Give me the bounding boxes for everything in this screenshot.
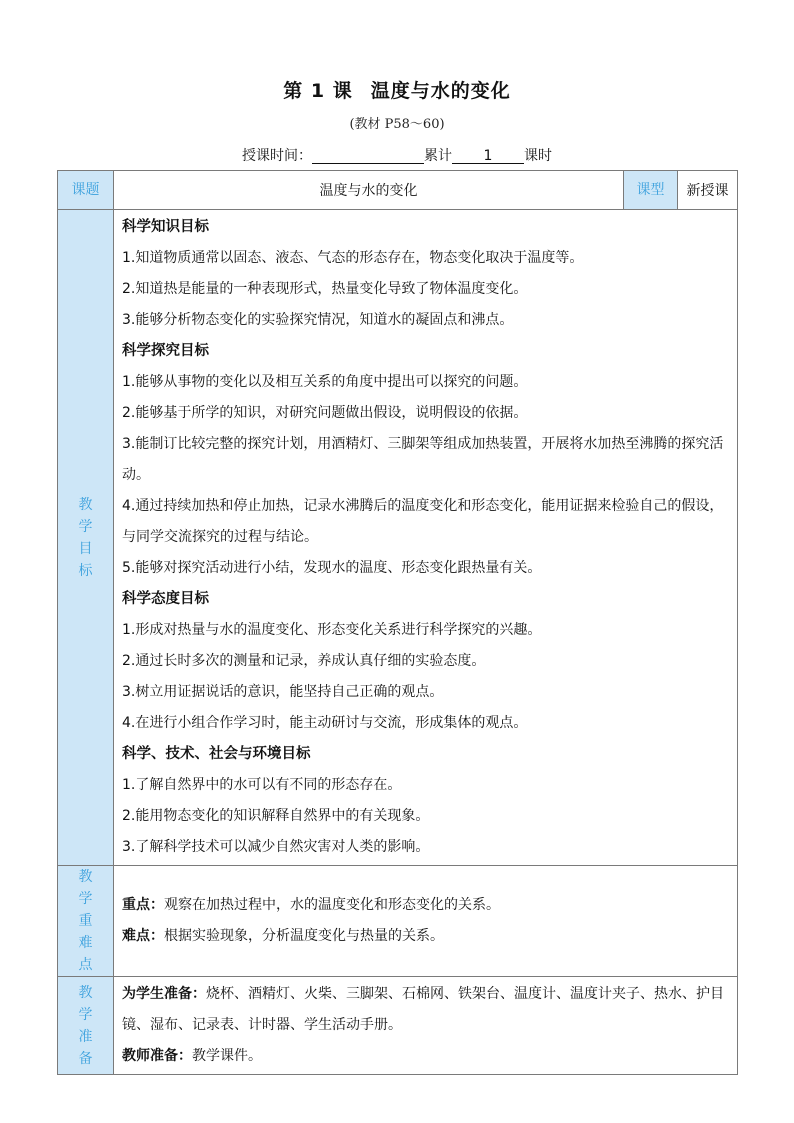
preparation-header: 教学准备 [58, 977, 114, 1075]
objective-item: 1.形成对热量与水的温度变化、形态变化关系进行科学探究的兴趣。 [122, 622, 542, 638]
objective-heading: 科学探究目标 [122, 343, 209, 359]
difficult-point [122, 921, 731, 952]
student-preparation [122, 979, 731, 1041]
lesson-name: 温度与水的变化 [370, 80, 511, 102]
teacher-prep-label: 教师准备： [122, 1048, 192, 1064]
objective-heading: 科学知识目标 [122, 219, 209, 235]
teacher-prep-text: 教学课件。 [192, 1048, 262, 1064]
objectives-row [58, 210, 738, 866]
topic-value: 温度与水的变化 [114, 171, 624, 210]
objective-item: 2.能够基于所学的知识，对研究问题做出假设，说明假设的依据。 [122, 405, 528, 421]
student-prep-label: 为学生准备： [122, 986, 206, 1002]
class-time-label: 授课时间： [242, 148, 312, 164]
total-value: 1 [452, 149, 524, 164]
objective-item: 3.树立用证据说话的意识，能坚持自己正确的观点。 [122, 684, 444, 700]
key-point [122, 890, 731, 921]
key-point-text: 观察在加热过程中，水的温度变化和形态变化的关系。 [164, 897, 500, 913]
preparation-content [114, 977, 738, 1075]
key-point-label: 重点： [122, 897, 164, 913]
period-label: 课时 [524, 148, 552, 164]
objectives-header: 教学目标 [58, 210, 114, 866]
keypoints-header: 教学重难点 [58, 866, 114, 977]
objective-heading: 科学态度目标 [122, 591, 209, 607]
objectives-content [114, 210, 738, 866]
keypoints-row [58, 866, 738, 977]
preparation-row [58, 977, 738, 1075]
attitude-objectives [122, 584, 731, 739]
objective-item: 3.了解科学技术可以减少自然灾害对人类的影响。 [122, 839, 430, 855]
objective-item: 1.知道物质通常以固态、液态、气态的形态存在，物态变化取决于温度等。 [122, 250, 584, 266]
objective-item: 3.能制订比较完整的探究计划，用酒精灯、三脚架等组成加热装置，开展将水加热至沸腾的探究活动。 [122, 436, 724, 483]
lesson-number: 第 1 课 [283, 80, 353, 102]
knowledge-objectives [122, 212, 731, 336]
student-prep-text: 烧杯、酒精灯、火柴、三脚架、石棉网、铁架台、温度计、温度计夹子、热水、护目镜、湿布、记录表、计时器、学生活动手册。 [122, 986, 724, 1033]
inquiry-objectives [122, 336, 731, 584]
objective-item: 2.通过长时多次的测量和记录，养成认真仔细的实验态度。 [122, 653, 486, 669]
difficult-point-text: 根据实验现象，分析温度变化与热量的关系。 [164, 928, 444, 944]
total-label: 累计 [424, 148, 452, 164]
objective-item: 2.能用物态变化的知识解释自然界中的有关现象。 [122, 808, 430, 824]
lesson-type-value: 新授课 [678, 171, 738, 210]
lesson-plan-table [57, 170, 738, 1075]
objective-item: 2.知道热是能量的一种表现形式，热量变化导致了物体温度变化。 [122, 281, 528, 297]
topic-row [58, 171, 738, 210]
teacher-preparation [122, 1041, 731, 1072]
objective-item: 4.通过持续加热和停止加热，记录水沸腾后的温度变化和形态变化，能用证据来检验自己的假设，与同学交流探究的过程与结论。 [122, 498, 724, 545]
class-time-blank[interactable] [312, 149, 424, 164]
class-time-line [0, 145, 794, 165]
stse-objectives [122, 739, 731, 863]
lesson-title [0, 76, 794, 103]
topic-header: 课题 [58, 171, 114, 210]
difficult-point-label: 难点： [122, 928, 164, 944]
objective-heading: 科学、技术、社会与环境目标 [122, 746, 311, 762]
objective-item: 4.在进行小组合作学习时，能主动研讨与交流，形成集体的观点。 [122, 715, 528, 731]
lesson-type-header: 课型 [624, 171, 678, 210]
objective-item: 3.能够分析物态变化的实验探究情况，知道水的凝固点和沸点。 [122, 312, 514, 328]
objective-item: 1.了解自然界中的水可以有不同的形态存在。 [122, 777, 402, 793]
keypoints-content [114, 866, 738, 977]
objective-item: 5.能够对探究活动进行小结，发现水的温度、形态变化跟热量有关。 [122, 560, 542, 576]
objective-item: 1.能够从事物的变化以及相互关系的角度中提出可以探究的问题。 [122, 374, 528, 390]
textbook-reference: (教材 P58～60) [349, 117, 445, 132]
